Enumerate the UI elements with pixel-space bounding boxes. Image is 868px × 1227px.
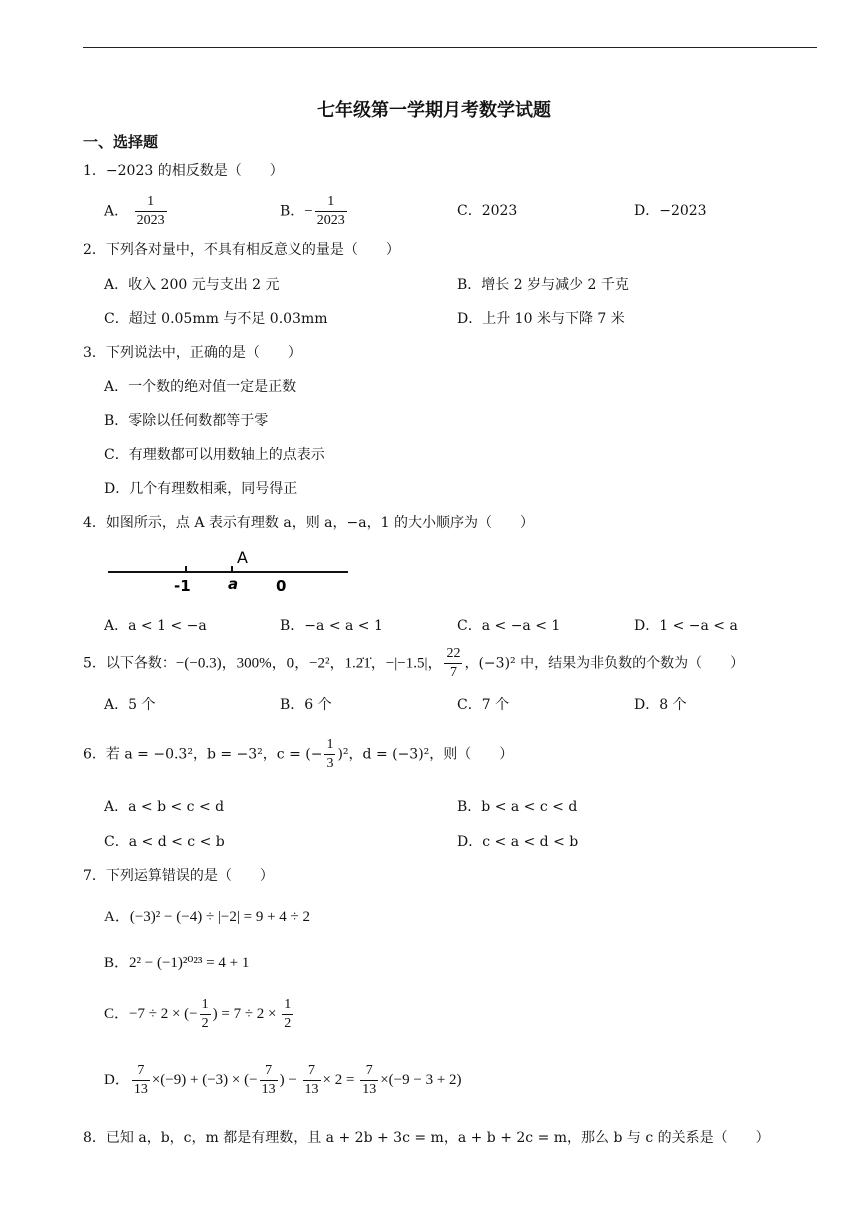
question-6-option-d: D．c < a < d < b [457,834,579,850]
question-7-option-a: A．(−3)² − (−4) ÷ |−2| = 9 + 4 ÷ 2 [104,909,311,925]
question-1-option-a: A． $\frac{1}{2023}$ [104,194,165,228]
fraction: $\frac{7}{13}$ [261,1063,276,1097]
question-4-option-b: B．−a < a < 1 [280,618,383,634]
question-5-option-b: B．6 个 [280,697,332,713]
question-3-stem: 3．下列说法中，正确的是（ ） [83,345,302,361]
question-4-stem: 4．如图所示，点 A 表示有理数 a，则 a，−a，1 的大小顺序为（ ） [83,515,534,531]
question-1-option-b: B．− $\frac{1}{2023}$ [280,194,345,228]
label-minus-one: -1 [174,577,191,595]
question-3-option-d: D．几个有理数相乘，同号得正 [104,481,298,497]
number-line [104,546,354,596]
question-7-option-b: B．2² − (−1)²⁰²³ = 4 + 1 [104,955,250,971]
label-a: a [228,575,239,593]
question-5-option-c: C．7 个 [457,697,510,713]
section-heading: 一、选择题 [83,133,159,151]
question-4-option-d: D．1 < −a < a [634,618,738,634]
header-rule [83,47,817,48]
question-2-option-b: B．增长 2 岁与减少 2 千克 [457,277,629,293]
question-4-option-a: A．a < 1 < −a [104,618,207,634]
fraction: $\frac{1}{2}$ [201,997,209,1031]
fraction: $\frac{7}{13}$ [362,1063,377,1097]
number-line-figure [104,546,354,600]
question-5-stem: 5．以下各数：−(−0.3)，300%，0，−2²，1.2̇1̇，−|−1.5|， $\frac{22}{7}$ ，(−3)² 中，结果为非负数的个数为（ ） [83,646,745,680]
label-zero: 0 [276,577,287,595]
question-4-option-c: C．a < −a < 1 [457,618,561,634]
question-2-option-a: A．收入 200 元与支出 2 元 [104,277,280,293]
question-3-option-a: A．一个数的绝对值一定是正数 [104,379,297,395]
question-2-stem: 2．下列各对量中，不具有相反意义的量是（ ） [83,242,400,258]
page-title: 七年级第一学期月考数学试题 [317,100,551,121]
question-3-option-b: B．零除以任何数都等于零 [104,413,269,429]
question-6-option-b: B．b < a < c < d [457,799,578,815]
fraction: $\frac{1}{2023}$ [316,194,345,228]
question-2-option-d: D．上升 10 米与下降 7 米 [457,311,625,327]
question-6-stem: 6．若 a = −0.3²，b = −3²，c = (− $\frac{1}{3}$ )²，d = (−3)²，则（ ） [83,737,514,771]
question-5-option-d: D．8 个 [634,697,687,713]
question-2-option-c: C．超过 0.05mm 与不足 0.03mm [104,311,328,327]
fraction: $\frac{1}{3}$ [326,737,334,771]
fraction: $\frac{7}{13}$ [133,1063,148,1097]
question-7-option-c: C．−7 ÷ 2 × (− $\frac{1}{2}$ ) = 7 ÷ 2 × $\frac{1}{2}$ [104,997,292,1031]
question-1-stem: 1．−2023 的相反数是（ ） [83,163,284,179]
fraction: $\frac{22}{7}$ [446,646,461,680]
question-3-option-c: C．有理数都可以用数轴上的点表示 [104,447,325,463]
question-6-option-a: A．a < b < c < d [104,799,225,815]
question-5-option-a: A．5 个 [104,697,156,713]
question-7-stem: 7．下列运算错误的是（ ） [83,868,274,884]
point-label: A [237,548,248,567]
fraction: $\frac{1}{2023}$ [136,194,165,228]
fraction: $\frac{7}{13}$ [304,1063,319,1097]
question-7-option-d: D． $\frac{7}{13}$ ×(−9) + (−3) × (− $\frac{7}{13}$ ) − $\frac{7}{13}$ × 2 = $\frac{7}{13}$ ×(−9 − 3 + 2) [104,1063,462,1097]
question-1-option-d: D．−2023 [634,203,707,219]
question-1-option-c: C．2023 [457,203,518,219]
fraction: $\frac{1}{2}$ [284,997,292,1031]
question-6-option-c: C．a < d < c < b [104,834,225,850]
question-8-stem: 8．已知 a，b，c，m 都是有理数，且 a + 2b + 3c = m，a + b + 2c = m，那么 b 与 c 的关系是（ ） [83,1130,770,1146]
